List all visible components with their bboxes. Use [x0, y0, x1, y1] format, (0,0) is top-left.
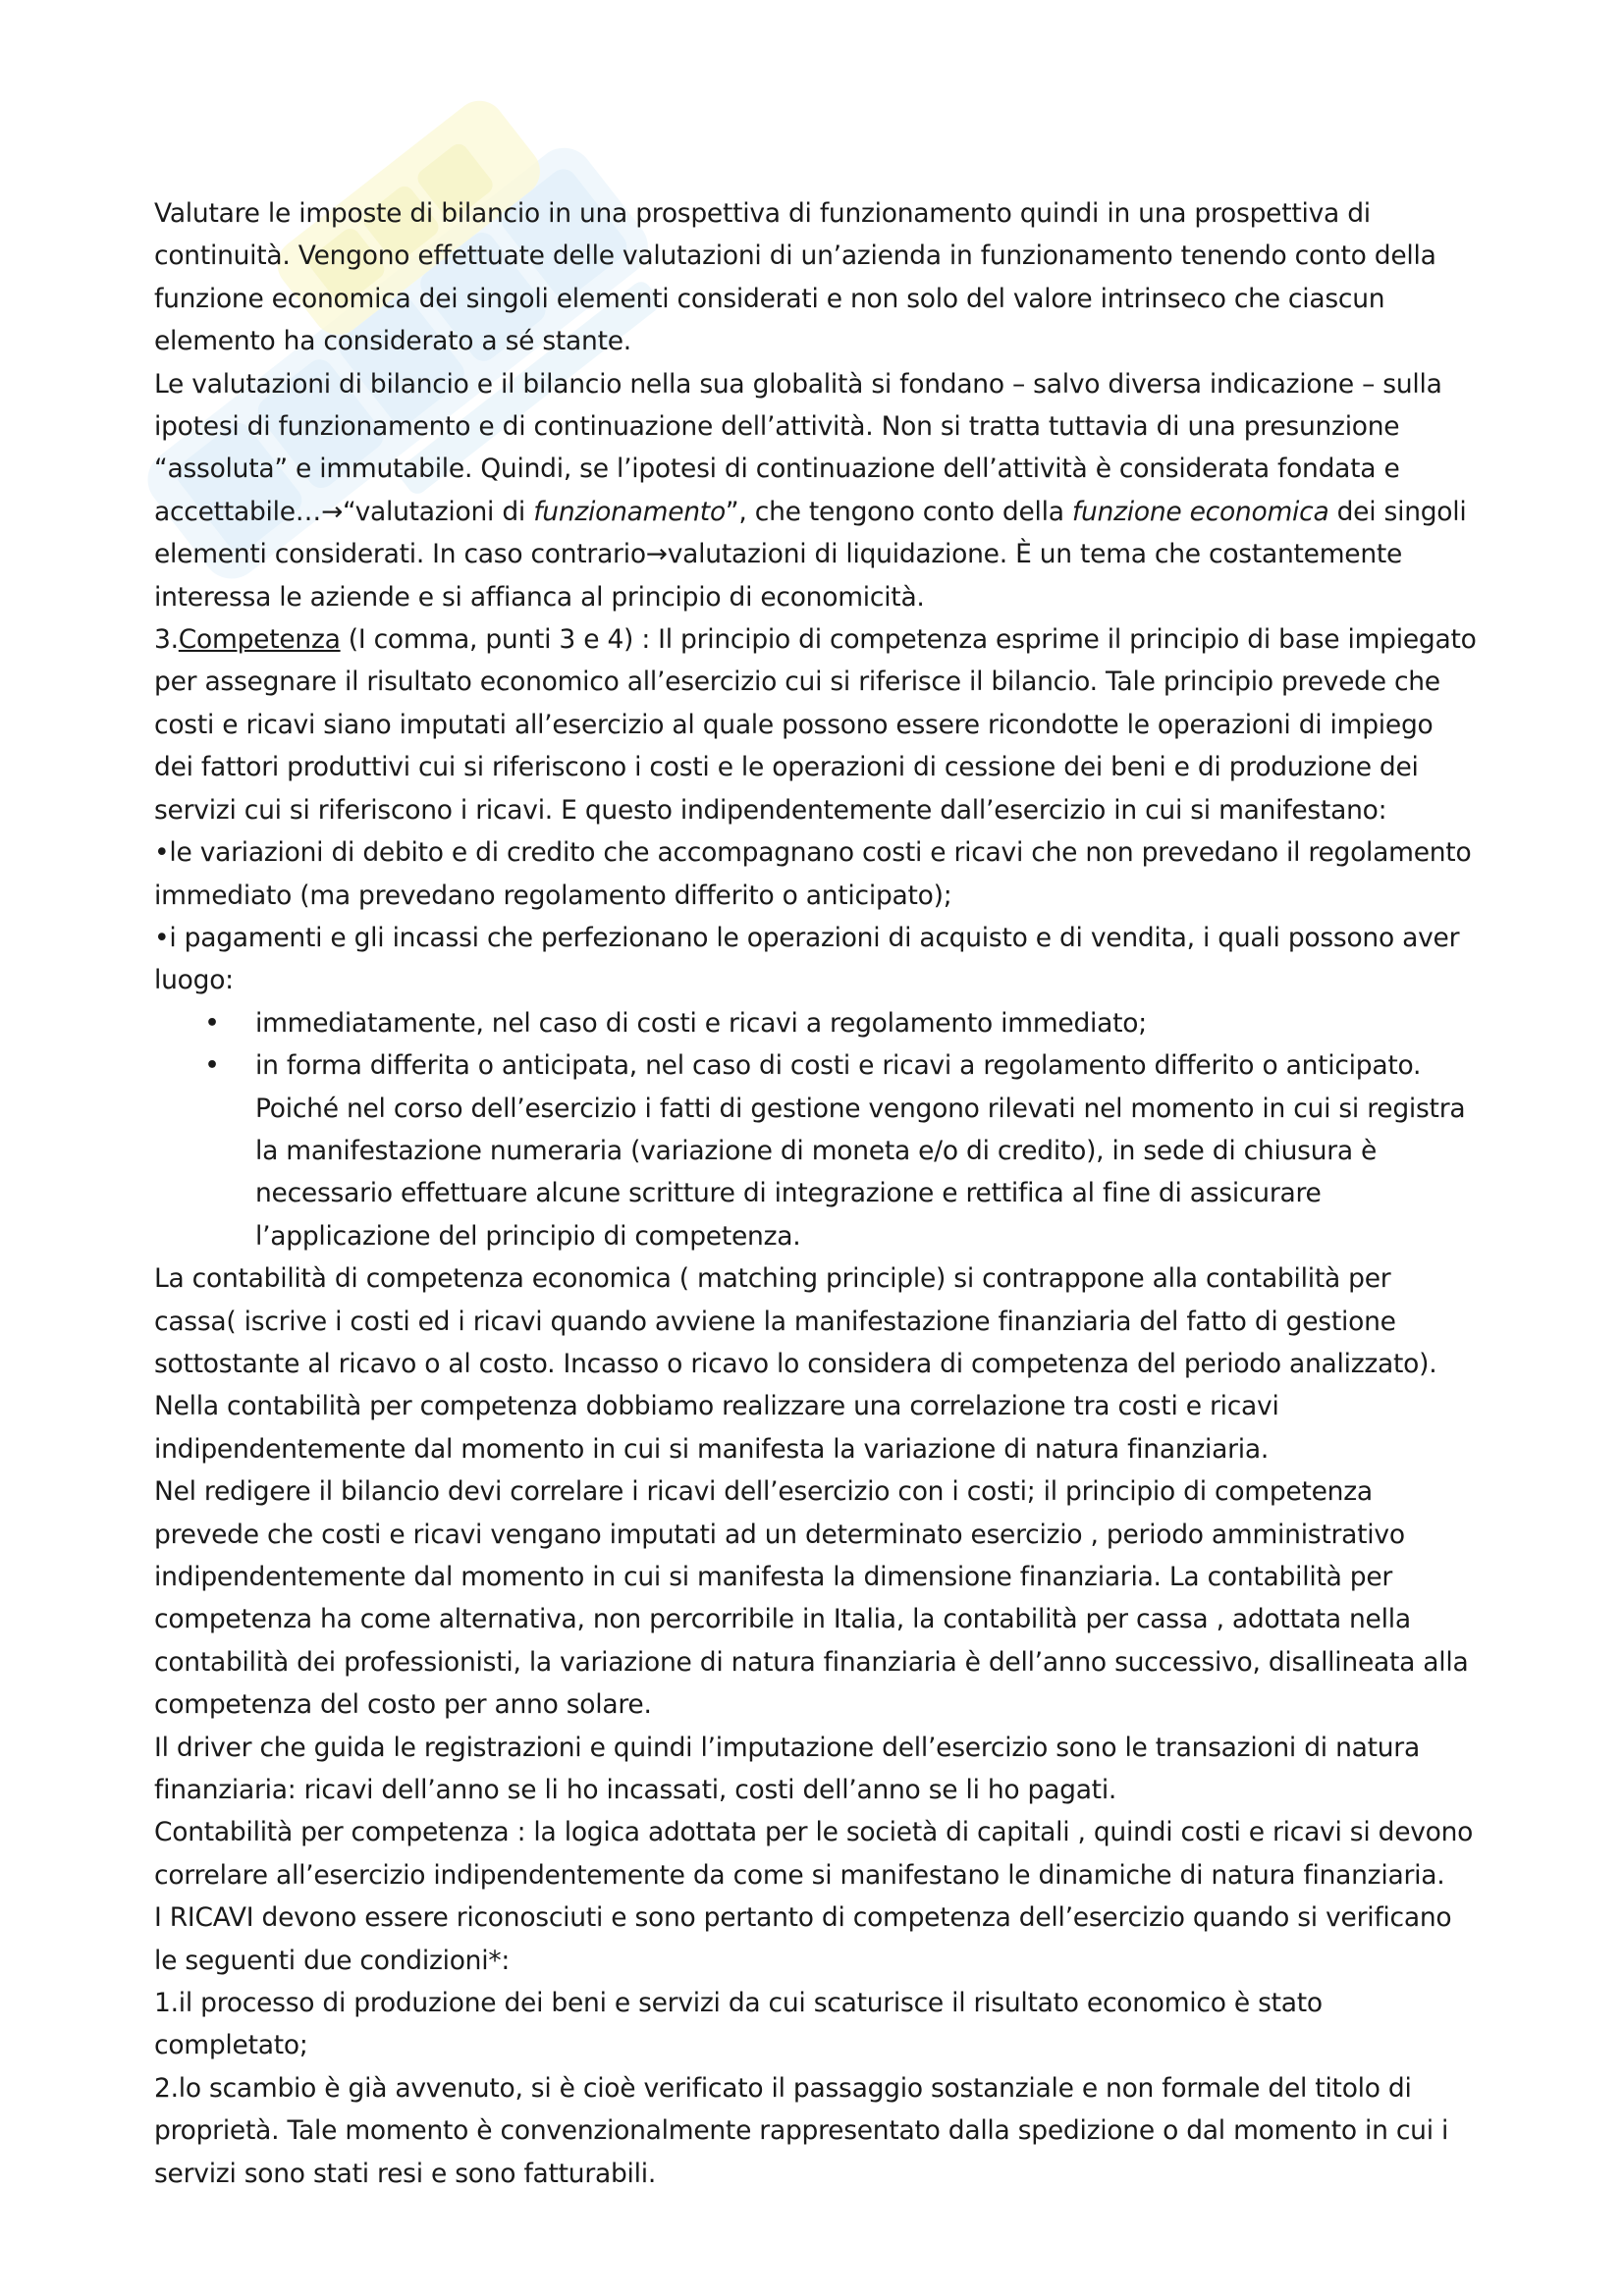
list-item: • immediatamente, nel caso di costi e ricavi a regolamento immediato; — [154, 1002, 1480, 1044]
paragraph-condizione-2: 2.lo scambio è già avvenuto, si è cioè verificato il passaggio sostanziale e non formale del titolo di proprietà. Tale momento è convenzionalmente rappresentato dalla spedizione o dal momento in cui i servizi sono stati resi e sono fatturabili. — [154, 2072, 1449, 2189]
paragraph-redigere-bilancio: Nel redigere il bilancio devi correlare i ricavi dell’esercizio con i costi; il principio di competenza prevede che costi e ricavi vengano imputati ad un determinato esercizio , periodo amministrativo indipendentemente dal momento in cui si manifesta la dimensione finanziaria. La contabilità per competenza ha come alternativa, non percorribile in Italia, la contabilità per cassa , adottata nella contabilità dei professionisti, la variazione di natura finanziaria è dell’anno successivo, disallineata alla competenza del costo per anno solare. — [154, 1476, 1469, 1721]
section-number: 3. — [154, 624, 179, 656]
paragraph-competenza — [154, 618, 1480, 831]
paragraph-funzionamento-b: “valutazioni di — [343, 496, 534, 527]
paragraph-funzionamento-d: dei singoli elementi considerati. In caso contrario — [154, 496, 1467, 570]
emphasis-funzionamento: funzionamento — [533, 496, 726, 527]
paragraph-funzionamento — [154, 363, 1480, 618]
emphasis-funzione-economica: funzione economica — [1071, 496, 1329, 527]
paragraph-competenza-text: (I comma, punti 3 e 4) : Il principio di competenza esprime il principio di base impiegato per assegnare il risultato economico all’esercizio cui si riferisce il bilancio. Tale principio prevede che costi e ricavi siano imputati all’esercizio al quale possono essere ricondotte le operazioni di impiego dei fattori produttivi cui si riferiscono i costi e le operazioni di cessione dei beni e di produzione dei servizi cui si riferiscono i ricavi. E questo indipendentemente dall’esercizio in cui si manifestano: — [154, 624, 1477, 826]
paragraph-continuita: Valutare le imposte di bilancio in una prospettiva di funzionamento quindi in una prospettiva di continuità. Vengono effettuate delle valutazioni di un’azienda in funzionamento tenendo conto della funzione economica dei singoli elementi considerati e non solo del valore intrinseco che ciascun elemento ha considerato a sé stante. — [154, 198, 1436, 357]
paragraph-matching-principle: La contabilità di competenza economica ( matching principle) si contrappone alla contabilità per cassa( iscrive i costi ed i ricavi quando avviene la manifestazione finanziaria del fatto di gestione sottostante al ricavo o al costo. Incasso o ricavo lo considera di competenza del periodo analizzato). Nella contabilità per competenza dobbiamo realizzare una correlazione tra costi e ricavi indipendentemente dal momento in cui si manifesta la variazione di natura finanziaria. — [154, 1263, 1437, 1465]
list-item: • in forma differita o anticipata, nel caso di costi e ricavi a regolamento differito o anticipato. Poiché nel corso dell’esercizio i fatti di gestione vengono rilevati nel momento in cui si registra la manifestazione numeraria (variazione di moneta e/o di credito), in sede di chiusura è necessario effettuare alcune scritture di integrazione e rettifica al fine di assicurare l’applicazione del principio di competenza. — [154, 1044, 1480, 1257]
paragraph-funzionamento-a: Le valutazioni di bilancio e il bilancio nella sua globalità si fondano – salvo diversa indicazione – sulla ipotesi di funzionamento e di continuazione dell’attività. Non si tratta tuttavia di una presunzione “assoluta” e immutabile. Quindi, se l’ipotesi di continuazione dell’attività è considerata fondata e accettabile… — [154, 368, 1442, 527]
arrow-icon: → — [645, 539, 668, 570]
paragraph-variazioni: •le variazioni di debito e di credito che accompagnano costi e ricavi che non prevedano il regolamento immediato (ma prevedano regolamento differito o anticipato); — [154, 837, 1472, 911]
paragraph-funzionamento-e: valutazioni di liquidazione. È un tema che costantemente interessa le aziende e si affianca al principio di economicità. — [154, 539, 1403, 613]
arrow-icon: → — [321, 496, 344, 527]
paragraph-contabilita-competenza: Contabilità per competenza : la logica adottata per le società di capitali , quindi costi e ricavi si devono correlare all’esercizio indipendentemente da come si manifestano le dinamiche di natura finanziaria. — [154, 1817, 1474, 1891]
paragraph-condizione-1: 1.il processo di produzione dei beni e servizi da cui scaturisce il risultato economico è stato completato; — [154, 1988, 1323, 2061]
paragraph-funzionamento-c: ”, che tengono conto della — [725, 496, 1072, 527]
bullet-list — [154, 1002, 1480, 1257]
document-body — [154, 192, 1480, 2195]
paragraph-driver: Il driver che guida le registrazioni e quindi l’imputazione dell’esercizio sono le transazioni di natura finanziaria: ricavi dell’anno se li ho incassati, costi dell’anno se li ho pagati. — [154, 1732, 1420, 1806]
section-title-competenza: Competenza — [178, 624, 341, 656]
paragraph-ricavi: I RICAVI devono essere riconosciuti e sono pertanto di competenza dell’esercizio quando si verificano le seguenti due condizioni*: — [154, 1902, 1452, 1976]
paragraph-pagamenti: •i pagamenti e gli incassi che perfezionano le operazioni di acquisto e di vendita, i quali possono aver luogo: — [154, 922, 1460, 996]
